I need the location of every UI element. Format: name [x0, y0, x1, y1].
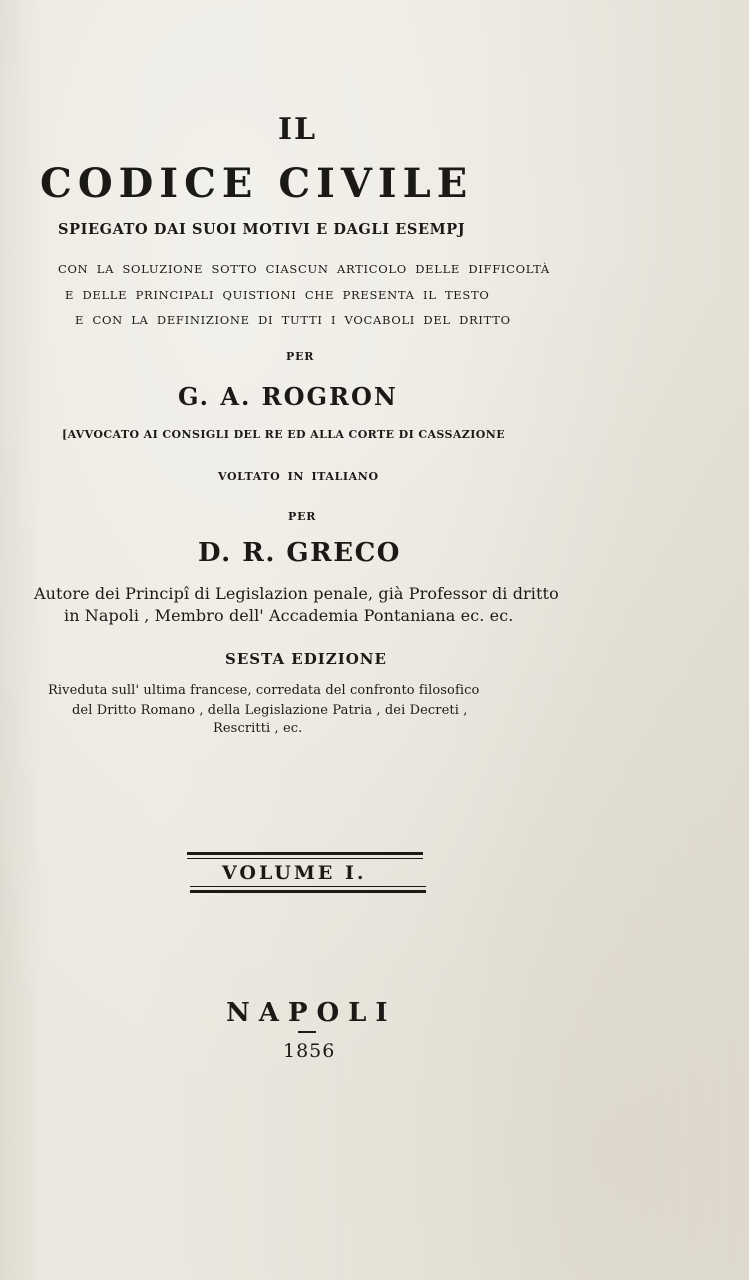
- volume-label: VOLUME I.: [222, 862, 367, 884]
- edition-label: SESTA EDIZIONE: [225, 650, 387, 668]
- book-title: CODICE CIVILE: [40, 160, 474, 207]
- edition-note-line: Riveduta sull' ultima francese, corredata del confronto filosofico: [48, 683, 480, 698]
- volume-rule-top: [187, 852, 423, 855]
- volume-rule-bottom: [190, 890, 426, 893]
- author-name: G. A. ROGRON: [178, 382, 398, 411]
- description-line: E DELLE PRINCIPALI QUISTIONI CHE PRESENTA IL TESTO: [65, 288, 490, 302]
- translation-note: VOLTATO IN ITALIANO: [218, 470, 379, 483]
- edition-note-line: Rescritti , ec.: [213, 721, 303, 736]
- author-role: [AVVOCATO AI CONSIGLI DEL RE ED ALLA CORTE DI CASSAZIONE: [62, 428, 506, 441]
- book-subtitle: SPIEGATO DAI SUOI MOTIVI E DAGLI ESEMPJ: [58, 221, 466, 238]
- imprint-city: NAPOLI: [226, 998, 397, 1028]
- author-by-label: PER: [286, 350, 315, 363]
- title-prefix: IL: [278, 112, 318, 147]
- translator-name: D. R. GRECO: [198, 538, 401, 568]
- imprint-dash: [298, 1031, 316, 1033]
- translator-by-label: PER: [288, 510, 317, 523]
- translator-role-line: in Napoli , Membro dell' Accademia Pontaniana ec. ec.: [64, 606, 514, 625]
- description-line: E CON LA DEFINIZIONE DI TUTTI I VOCABOLI DEL DRITTO: [75, 313, 511, 327]
- edition-note-line: del Dritto Romano , della Legislazione Patria , dei Decreti ,: [72, 703, 468, 718]
- volume-rule-top-thin: [187, 858, 423, 859]
- imprint-year: 1856: [283, 1040, 336, 1062]
- translator-role-line: Autore dei Principî di Legislazion penale, già Professor di dritto: [34, 584, 559, 603]
- description-line: CON LA SOLUZIONE SOTTO CIASCUN ARTICOLO DELLE DIFFICOLTÀ: [58, 262, 550, 276]
- volume-rule-bottom-thin: [190, 886, 426, 887]
